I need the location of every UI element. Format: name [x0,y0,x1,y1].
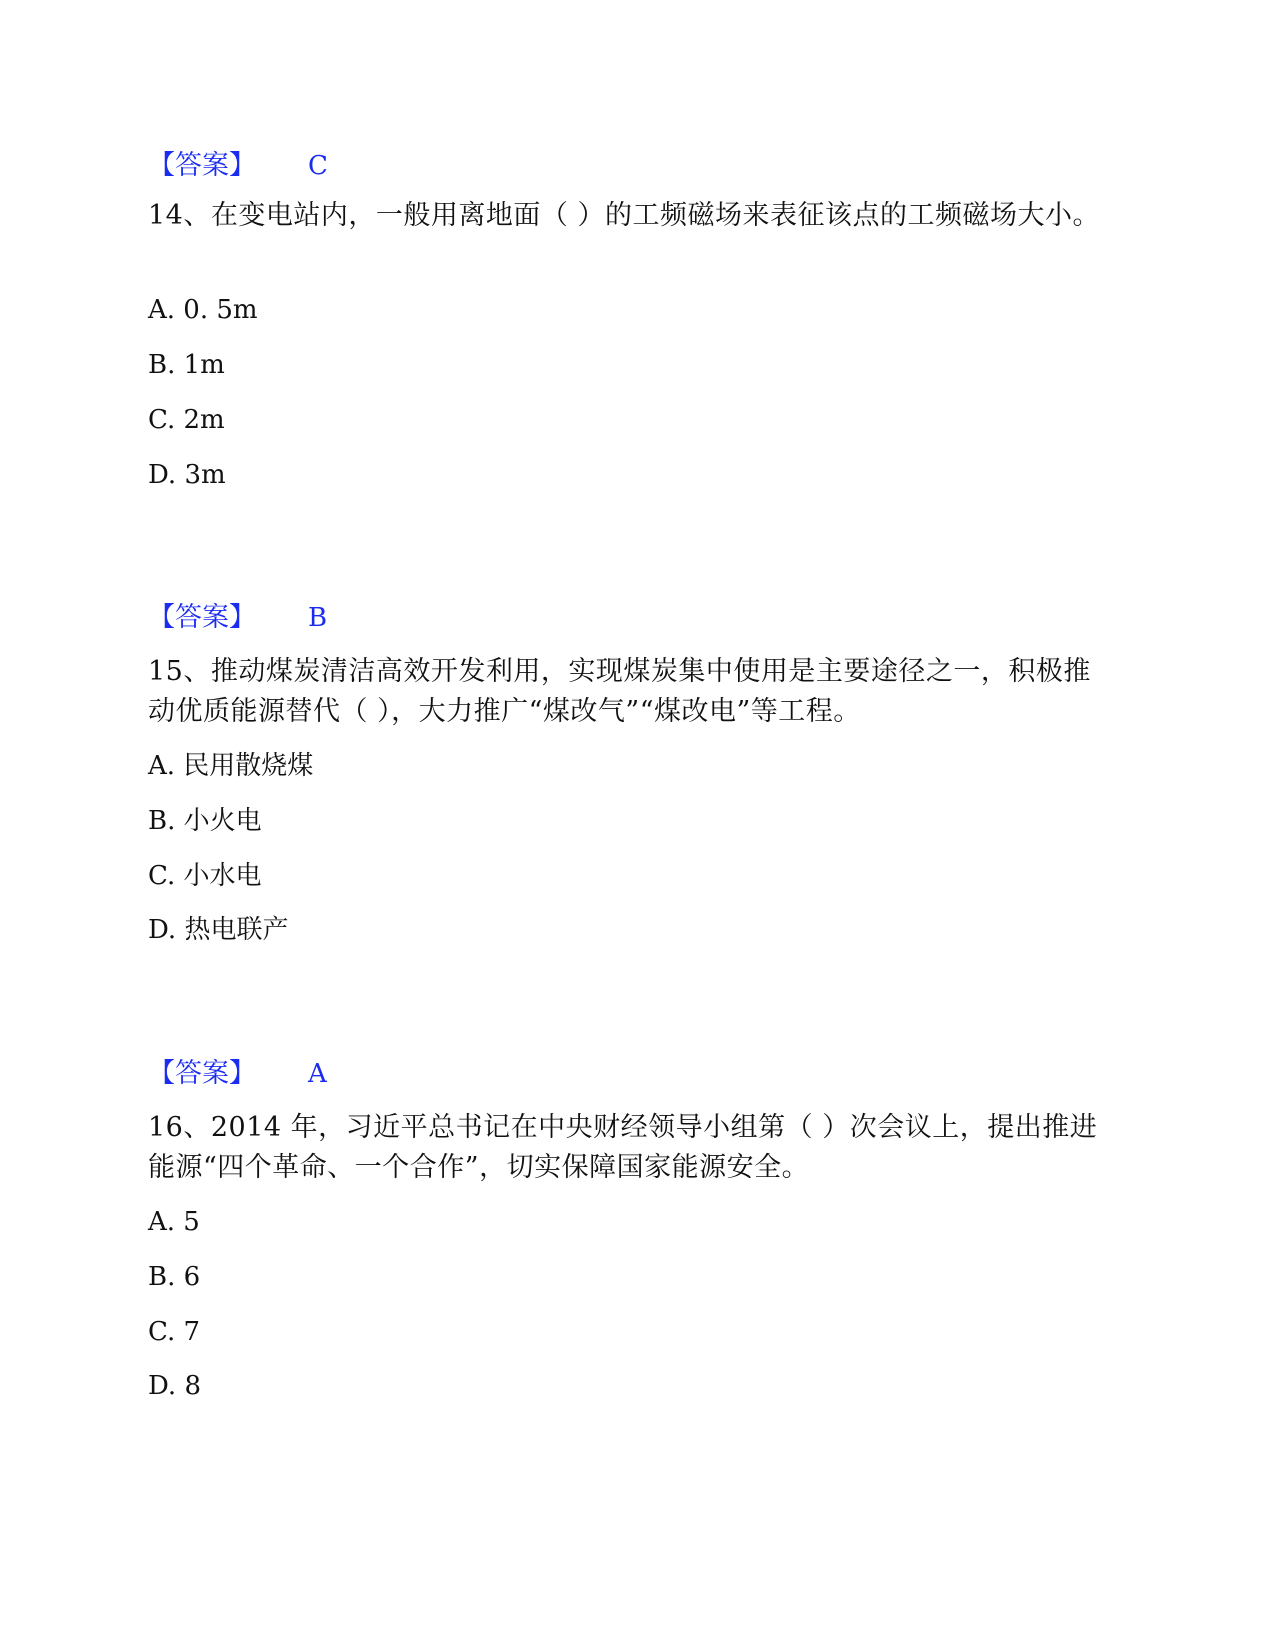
option-c: C. 7 [148,1317,201,1347]
option-b: B. 6 [148,1262,201,1292]
answer-row [148,146,328,186]
option-b: B. 1m [148,350,225,380]
option-c: C. 小水电 [148,861,262,891]
answer-label: 【答案】 [148,150,256,181]
option-a: A. 5 [148,1207,200,1237]
option-a: A. 0. 5m [148,295,258,325]
question-text: 16、2014 年，习近平总书记在中央财经领导小组第（ ）次会议上，提出推进能源“四个革命、一个合作”，切实保障国家能源安全。 [148,1112,1098,1183]
option-a: A. 民用散烧煤 [148,751,314,781]
answer-row [148,1054,327,1094]
option-b: B. 小火电 [148,806,262,836]
question-text: 15、推动煤炭清洁高效开发利用，实现煤炭集中使用是主要途径之一，积极推动优质能源替代（ ），大力推广“煤改气”“煤改电”等工程。 [148,656,1091,727]
answer-label: 【答案】 [148,1058,256,1089]
option-d: D. 热电联产 [148,915,289,945]
option-c: C. 2m [148,405,225,435]
option-d: D. 8 [148,1371,201,1401]
answer-value: A [308,1059,327,1089]
answer-row [148,598,328,638]
answer-label: 【答案】 [148,602,256,633]
option-d: D. 3m [148,460,226,490]
answer-value: C [308,151,328,181]
question-text: 14、在变电站内，一般用离地面（ ）的工频磁场来表征该点的工频磁场大小。 [148,200,1100,231]
answer-value: B [308,603,328,633]
